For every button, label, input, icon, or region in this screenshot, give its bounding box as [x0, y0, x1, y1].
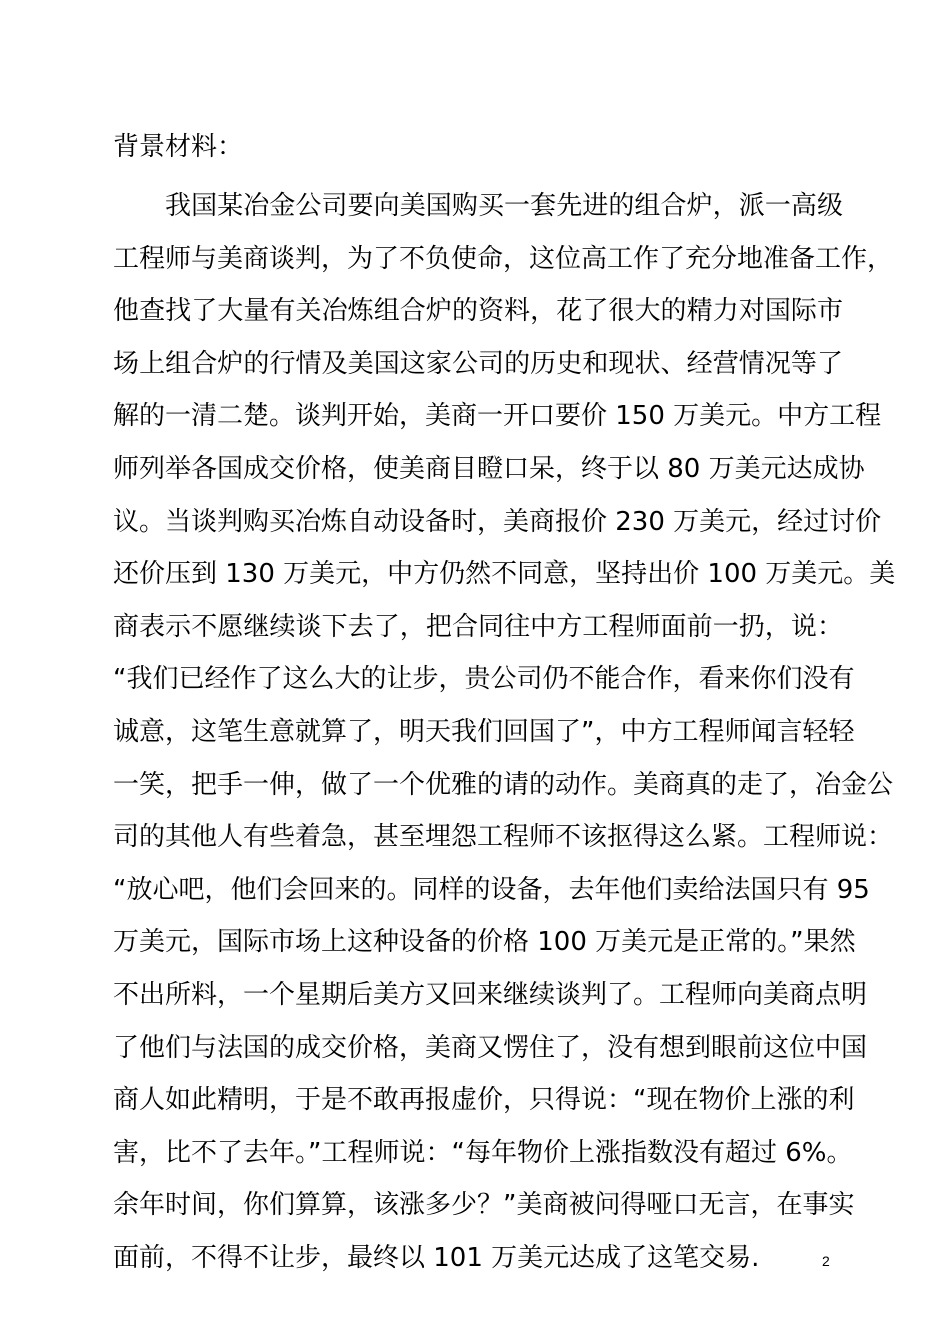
- paragraph-line: 余年时间，你们算算，该涨多少？”美商被问得哑口无言，在事实: [113, 1190, 855, 1221]
- paragraph-line: 万美元，国际市场上这种设备的价格 100 万美元是正常的。”果然: [113, 927, 856, 958]
- paragraph-line: 我国某冶金公司要向美国购买一套先进的组合炉，派一高级: [165, 191, 843, 221]
- body-paragraph: [113, 180, 896, 1284]
- paragraph-line: “放心吧，他们会回来的。同样的设备，去年他们卖给法国只有 95: [113, 874, 870, 905]
- paragraph-line: 面前，不得不让步，最终以 101 万美元达成了这笔交易.: [113, 1242, 760, 1273]
- paragraph-line: 师列举各国成交价格，使美商目瞪口呆，终于以 80 万美元达成协: [113, 453, 865, 484]
- paragraph-line: 工程师与美商谈判，为了不负使命，这位高工作了充分地准备工作，: [113, 243, 894, 274]
- paragraph-line: 一笑，把手一伸，做了一个优雅的请的动作。美商真的走了，冶金公: [113, 769, 894, 800]
- page-number: 2: [822, 1253, 830, 1269]
- paragraph-line: 商表示不愿继续谈下去了，把合同往中方工程师面前一扔，说：: [113, 611, 843, 642]
- paragraph-line: 诚意，这笔生意就算了，明天我们回国了”，中方工程师闻言轻轻: [113, 716, 855, 747]
- paragraph-line: 场上组合炉的行情及美国这家公司的历史和现状、经营情况等了: [113, 348, 843, 379]
- paragraph-line: 司的其他人有些着急，甚至埋怨工程师不该抠得这么紧。工程师说：: [113, 822, 894, 853]
- paragraph-line: 他查找了大量有关冶炼组合炉的资料，花了很大的精力对国际市: [113, 296, 843, 327]
- paragraph-line: 不出所料，一个星期后美方又回来继续谈判了。工程师向美商点明: [113, 979, 868, 1010]
- paragraph-line: 解的一清二楚。谈判开始，美商一开口要价 150 万美元。中方工程: [113, 401, 882, 432]
- paragraph-line: “我们已经作了这么大的让步，贵公司仍不能合作，看来你们没有: [113, 664, 855, 695]
- paragraph-line: 害，比不了去年。”工程师说：“每年物价上涨指数没有超过 6%。: [113, 1137, 853, 1168]
- paragraph-line: 还价压到 130 万美元，中方仍然不同意，坚持出价 100 万美元。美: [113, 559, 896, 590]
- section-heading: 背景材料：: [113, 132, 244, 162]
- paragraph-line: 议。当谈判购买冶炼自动设备时，美商报价 230 万美元，经过讨价: [113, 506, 882, 537]
- paragraph-line: 商人如此精明，于是不敢再报虚价，只得说：“现在物价上涨的利: [113, 1085, 855, 1116]
- paragraph-line: 了他们与法国的成交价格，美商又愣住了，没有想到眼前这位中国: [113, 1032, 868, 1063]
